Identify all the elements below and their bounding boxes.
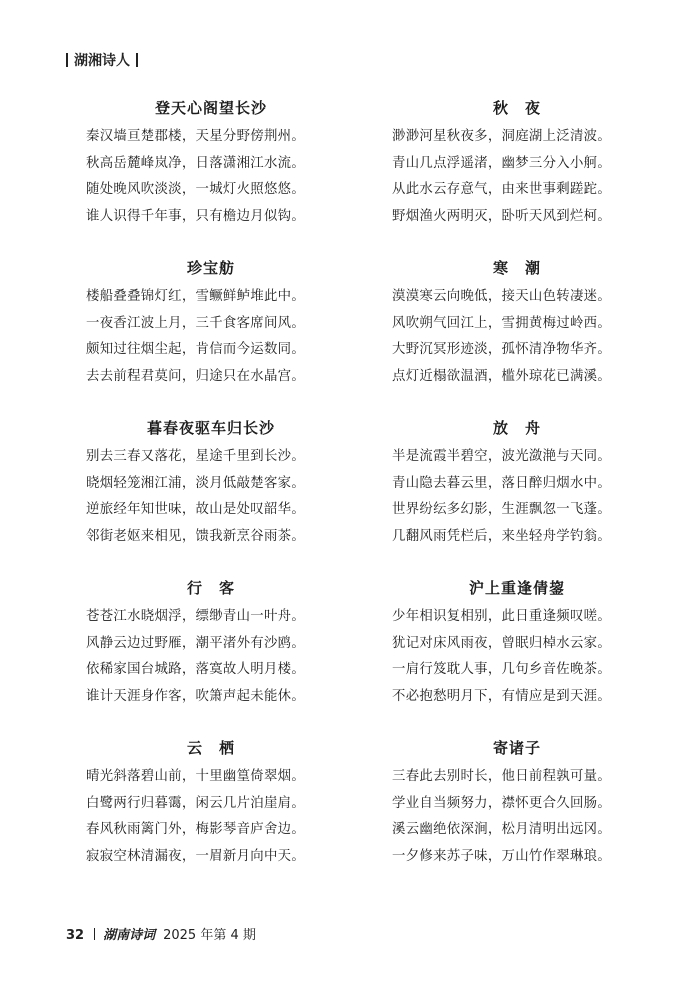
poem-line: 春风秋雨篱门外，梅影琴音庐舍边。 — [86, 822, 306, 837]
poem-title: 寄诸子 — [492, 739, 541, 757]
poem-line: 一肩行笈耽人事，几句乡音佐晚茶。 — [392, 662, 612, 677]
poem — [392, 96, 642, 256]
poem-title: 珍宝舫 — [186, 259, 235, 277]
poem-title: 暮春夜驱车归长沙 — [146, 419, 275, 437]
poem — [86, 416, 336, 576]
poem-line: 颇知过往烟尘起，肯信而今运数同。 — [86, 342, 306, 357]
poem-line: 白鹭两行归暮霭，闲云几片泊崖肩。 — [86, 795, 306, 811]
footer-divider — [94, 928, 95, 940]
issue-label: 2025 年第 4 期 — [163, 928, 256, 943]
poem-line: 半是流霞半碧空，波光潋滟与天同。 — [392, 449, 612, 464]
poem — [86, 256, 336, 416]
poem-line: 少年相识复相别，此日重逢频叹嗟。 — [392, 609, 612, 624]
poem-line: 楼船叠叠锦灯红，雪鳜鲜鲈堆此中。 — [86, 289, 306, 304]
journal-name: 湖南诗词 — [103, 928, 156, 943]
poem-line: 世界纷纭多幻影，生涯飘忽一飞蓬。 — [392, 502, 612, 517]
poem — [392, 736, 642, 896]
section-header — [66, 50, 138, 70]
poem-line: 风吹朔气回江上，雪拥黄梅过岭西。 — [392, 315, 612, 331]
poem-line: 点灯近榻欲温酒，槛外琼花已满溪。 — [392, 368, 612, 384]
poem-line: 别去三春又落花，星途千里到长沙。 — [86, 449, 306, 464]
poem — [392, 256, 642, 416]
poem-line: 晴光斜落碧山前，十里幽篁倚翠烟。 — [86, 769, 306, 784]
poem-line: 几翻风雨凭栏后，来坐轻舟学钓翁。 — [392, 528, 612, 544]
poem-line: 谁计天涯身作客，吹箫声起未能休。 — [86, 688, 306, 704]
poem-line: 犹记对床风雨夜，曾眠归棹水云家。 — [392, 635, 612, 651]
header-bar-right — [136, 53, 138, 67]
poem-line: 去去前程君莫问，归途只在水晶宫。 — [86, 368, 306, 384]
poem-line: 风静云边过野雁，潮平渚外有沙鸥。 — [86, 635, 306, 651]
poem-line: 依稀家国台城路，落寞故人明月楼。 — [86, 662, 306, 677]
poem-line: 渺渺河星秋夜多，洞庭湖上泛清波。 — [392, 129, 612, 144]
poem-line: 三春此去别时长，他日前程孰可量。 — [392, 769, 612, 784]
poem — [86, 96, 336, 256]
poem-line: 秋高岳麓峰岚净，日落潇湘江水流。 — [86, 155, 306, 171]
poem — [86, 576, 336, 736]
poem-line: 邻街老妪来相见，馈我新烹谷雨茶。 — [86, 528, 306, 544]
poem-line: 一夜香江波上月，三千食客席间风。 — [86, 315, 306, 331]
poem-line: 寂寂空林清漏夜，一眉新月向中天。 — [86, 848, 306, 864]
poem — [392, 416, 642, 576]
poem-title: 行 客 — [186, 579, 235, 597]
poem-line: 谁人识得千年事，只有檐边月似钩。 — [86, 208, 306, 224]
poem-line: 漠漠寒云向晚低，接天山色转凄迷。 — [392, 289, 612, 304]
poem-title: 云 栖 — [186, 739, 235, 757]
poem-line: 一夕修来苏子味，万山竹作翠琳琅。 — [392, 848, 612, 864]
poem-line: 秦汉墙亘楚郡楼，天星分野傍荆州。 — [86, 129, 306, 144]
poem-line: 从此水云存意气，由来世事剩蹉跎。 — [392, 182, 612, 197]
page-footer — [66, 924, 256, 943]
poem-title: 登天心阁望长沙 — [154, 99, 267, 117]
left-column — [86, 96, 336, 896]
poem-line: 青山隐去暮云里，落日醉归烟水中。 — [392, 475, 612, 491]
poem-line: 溪云幽绝依深涧，松月清明出远冈。 — [392, 822, 612, 837]
page-number: 32 — [66, 928, 85, 943]
poem-title: 沪上重逢倩鋆 — [468, 579, 565, 597]
poem-title: 放 舟 — [492, 419, 541, 437]
poem — [392, 576, 642, 736]
header-bar-left — [66, 53, 68, 67]
poem — [86, 736, 336, 896]
section-title: 湖湘诗人 — [74, 53, 130, 69]
poem-line: 野烟渔火两明灭，卧听天风到烂柯。 — [392, 208, 612, 224]
poem-title: 秋 夜 — [492, 99, 541, 117]
poem-line: 晓烟轻笼湘江浦，淡月低敲楚客家。 — [86, 475, 306, 491]
poem-line: 青山几点浮遥渚，幽梦三分入小舸。 — [392, 155, 612, 171]
poem-line: 大野沉冥形迹淡，孤怀清净物华齐。 — [392, 342, 612, 357]
poem-line: 不必抱愁明月下，有情应是到天涯。 — [392, 688, 612, 704]
poem-title: 寒 潮 — [492, 259, 541, 277]
poem-line: 学业自当频努力，襟怀更合久回肠。 — [392, 795, 612, 811]
poem-line: 逆旅经年知世味，故山是处叹韶华。 — [86, 502, 306, 517]
poem-line: 苍苍江水晓烟浮，缥缈青山一叶舟。 — [86, 609, 306, 624]
poem-line: 随处晚风吹淡淡，一城灯火照悠悠。 — [86, 182, 306, 197]
right-column — [392, 96, 642, 896]
